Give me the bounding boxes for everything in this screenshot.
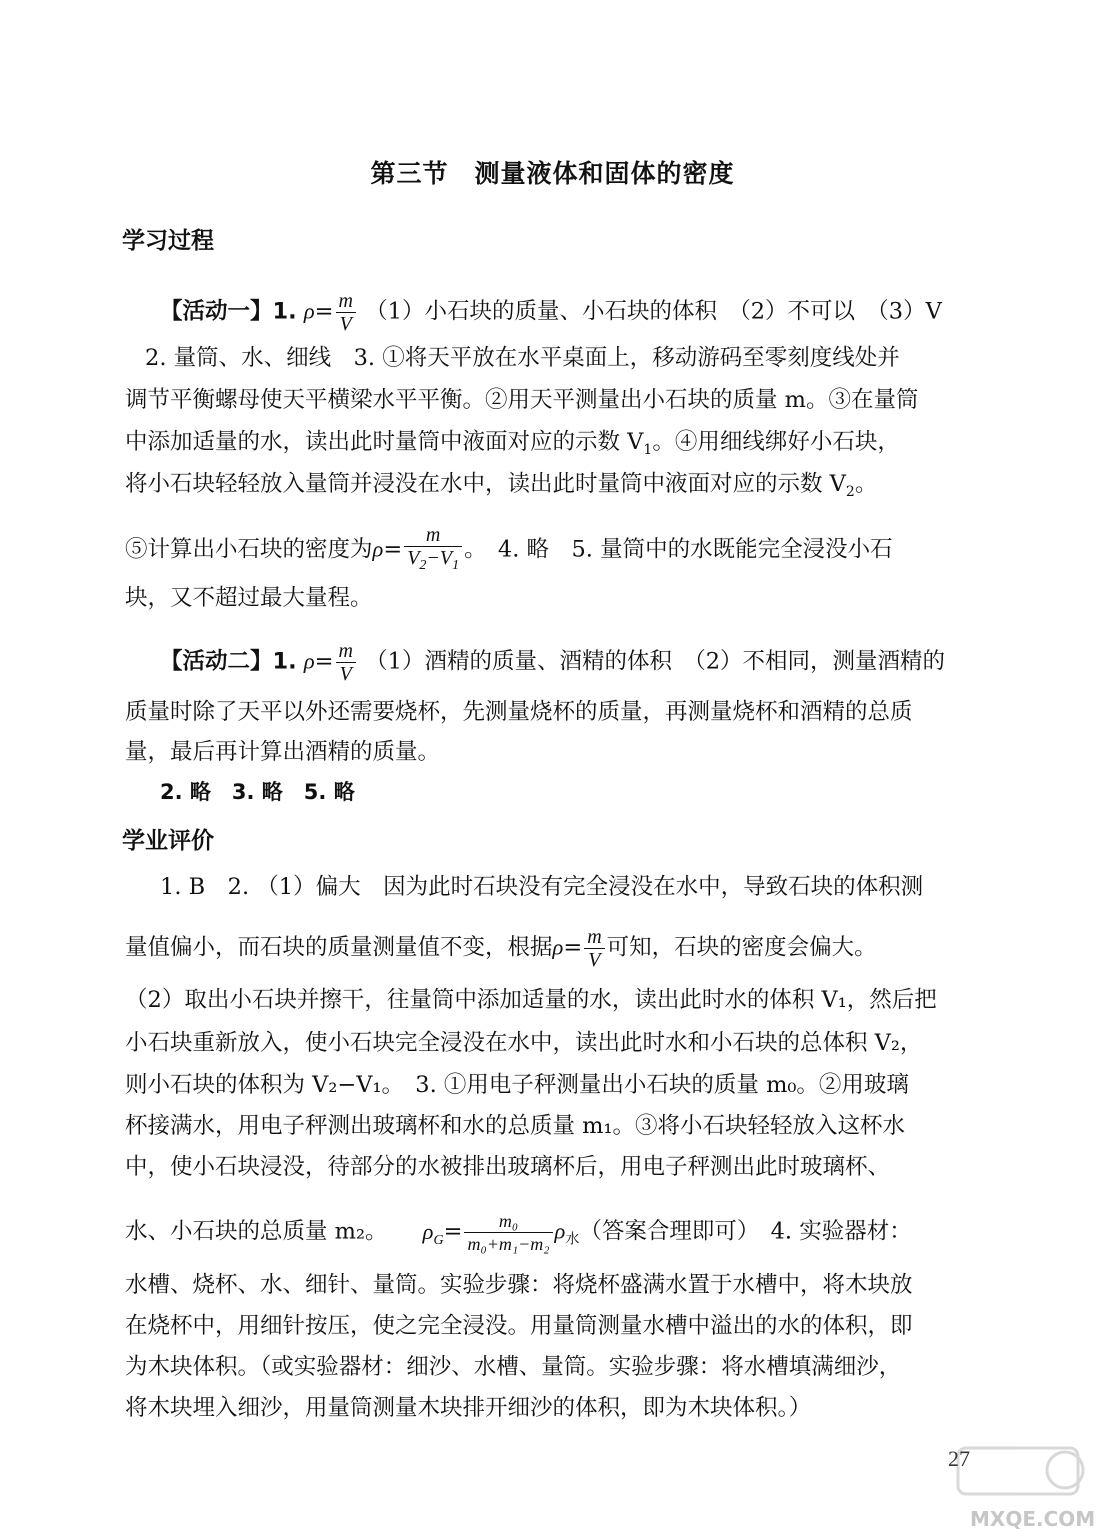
- stone-density-formula: $\frac{m}{V_2-V_1}$: [404, 524, 462, 577]
- eval-line4: 小石块重新放入，使小石块完全浸没在水中，读出此时水和小石块的总体积 V₂，: [125, 1030, 923, 1056]
- watermark-logo: [900, 1440, 1100, 1532]
- activity1-line2: 2. 量筒、水、细线 3. ①将天平放在水平桌面上，移动游码至零刻度线处并: [145, 345, 900, 371]
- density-formula-4: $\frac{\text{m₀}}{\text{m₀+m₁−m₂}}$: [464, 1210, 552, 1255]
- svg-text:MXQE.COM: MXQE.COM: [970, 1507, 1096, 1531]
- eval-line12: 将木块埋入细沙，用量筒测量木块排开细沙的体积，即为木块体积。）: [125, 1395, 812, 1421]
- eval-line1: 1. B 2. （1）偏大 因为此时石块没有完全浸没在水中，导致石块的体积测: [160, 874, 924, 900]
- density-formula-3: $\frac{m}{V}$: [584, 926, 604, 971]
- eval-line3: （2）取出小石块并擦干，往量筒中添加适量的水，读出此时水的体积 V₁，然后把: [125, 987, 937, 1013]
- eval-line5: 则小石块的体积为 V₂−V₁。 3. ①用电子秤测量出小石块的质量 m₀。②用玻璃: [125, 1072, 909, 1098]
- eval-line8: 水、小石块的总质量 m₂。 $\rho_G=$ $\frac{\text{m₀}}{\text{m₀+m₁−m₂}}$ $\rho_水$（答案合理即可） 4. 实验器材：: [125, 1211, 912, 1254]
- activity1-line1: 【活动一】1. ρ= $\frac{m}{V}$ （1）小石块的质量、小石块的体积 （2）不可以 （3）V: [160, 290, 942, 335]
- page-number: 27: [948, 1446, 970, 1471]
- section-heading-process: 学习过程: [122, 228, 214, 254]
- activity2-line1: 【活动二】1. ρ= $\frac{m}{V}$ （1）酒精的质量、酒精的体积 （2）不相同，测量酒精的: [160, 640, 946, 685]
- activity1-line5: 将小石块轻轻放入量筒并浸没在水中，读出此时量筒中液面对应的示数 $V_2$。: [125, 471, 878, 500]
- eval-line10: 在烧杯中，用细针按压，使之完全浸没。用量筒测量水槽中溢出的水的体积，即: [125, 1313, 913, 1339]
- page-title: 第三节 测量液体和固体的密度: [370, 159, 735, 188]
- activity2-line2: 质量时除了天平以外还需要烧杯，先测量烧杯的质量，再测量烧杯和酒精的总质: [125, 699, 913, 725]
- density-formula: $\frac{m}{V}$: [336, 290, 356, 335]
- activity1-line6: ⑤计算出小石块的密度为ρ= $\frac{m}{V_2-V_1}$ 。 4. 略 5. 量筒中的水既能完全浸没小石: [125, 524, 985, 577]
- activity1-line3: 调节平衡螺母使天平横梁水平平衡。②用天平测量出小石块的质量 m。③在量筒: [125, 387, 919, 413]
- section-heading-evaluation: 学业评价: [122, 828, 214, 854]
- activity2-line3: 量，最后再计算出酒精的质量。: [125, 739, 441, 765]
- eval-line11: 为木块体积。（或实验器材：细沙、水槽、量筒。实验步骤：将水槽填满细沙，: [125, 1354, 902, 1380]
- activity1-line4: 中添加适量的水，读出此时量筒中液面对应的示数 $V_1$。④用细线绑好小石块，: [125, 429, 900, 458]
- density-formula-2: $\frac{m}{V}$: [336, 640, 356, 685]
- activity2-line4: 2. 略 3. 略 5. 略: [160, 780, 355, 804]
- eval-line6: 杯接满水，用电子秤测出玻璃杯和水的总质量 m₁。③将小石块轻轻放入这杯水: [125, 1113, 906, 1139]
- eval-line7: 中，使小石块浸没，待部分的水被排出玻璃杯后，用电子秤测出此时玻璃杯、: [125, 1154, 891, 1180]
- activity1-line7: 块，又不超过最大量程。: [125, 585, 373, 611]
- eval-line2: 量值偏小，而石块的质量测量值不变，根据ρ= $\frac{m}{V}$ 可知，石块的密度会偏大。: [125, 926, 877, 971]
- eval-line9: 水槽、烧杯、水、细针、量筒。实验步骤：将烧杯盛满水置于水槽中，将木块放: [125, 1272, 913, 1298]
